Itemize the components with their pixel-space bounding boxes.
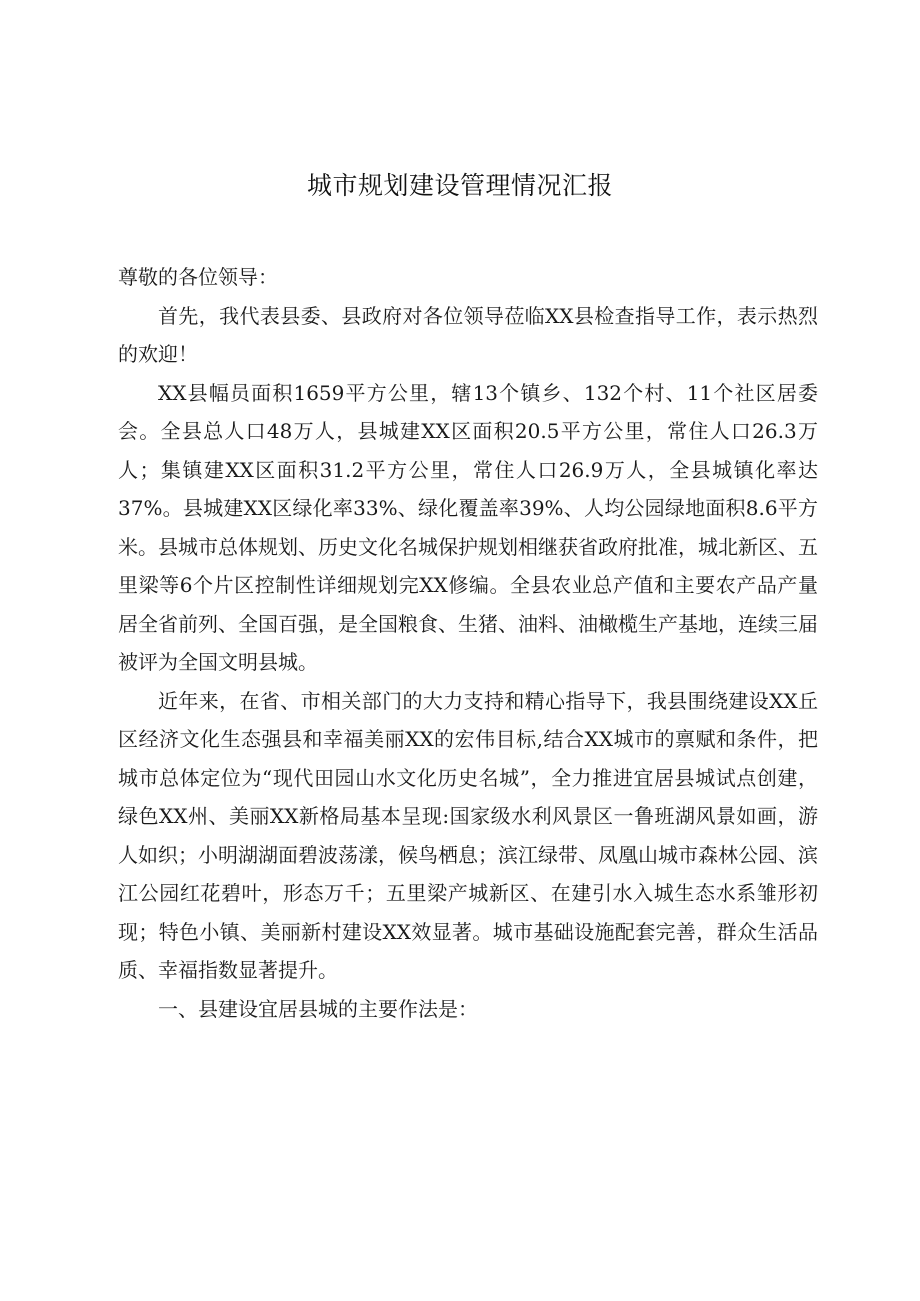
document-title: 城市规划建设管理情况汇报 <box>306 171 613 200</box>
paragraph-welcome: 首先，我代表县委、县政府对各位领导莅临XX县检查指导工作，表示热烈的欢迎！ <box>118 303 818 366</box>
paragraph-recent-development: 近年来，在省、市相关部门的大力支持和精心指导下，我县围绕建设XX丘区经济文化生态强县和幸福美丽XX的宏伟目标,结合XX城市的禀赋和条件，把城市总体定位为“现代田园山水文化历史名城”，全力推进宜居县城试点创建，绿色XX州、美丽XX新格局基本呈现:国家级水利风景区一鲁班湖风景如画，游人如织；小明湖湖面碧波荡漾，候鸟栖息；滨江绿带、凤凰山城市森林公园、滨江公园红花碧叶，形态万千；五里梁产城新区、在建引水入城生态水系雏形初现；特色小镇、美丽新村建设XX效显著。城市基础设施配套完善，群众生活品质、幸福指数显著提升。 <box>118 688 818 982</box>
paragraph-county-overview: XX县幅员面积1659平方公里，辖13个镇乡、132个村、11个社区居委会。全县总人口48万人，县城建XX区面积20.5平方公里，常住人口26.3万人；集镇建XX区面积31.2平方公里，常住人口26.9万人，全县城镇化率达37%。县城建XX区绿化率33%、绿化覆盖率39%、人均公园绿地面积8.6平方米。县城市总体规划、历史文化名城保护规划相继获省政府批准，城北新区、五里梁等6个片区控制性详细规划完XX修编。全县农业总产值和主要农产品产量居全省前列、全国百强，是全国粮食、生猪、油料、油橄榄生产基地，连续三届被评为全国文明县城。 <box>118 380 818 674</box>
salutation: 尊敬的各位领导： <box>118 265 278 289</box>
document-body <box>118 258 818 1028</box>
section-heading-main-practices: 一、县建设宜居县城的主要作法是： <box>158 996 478 1021</box>
